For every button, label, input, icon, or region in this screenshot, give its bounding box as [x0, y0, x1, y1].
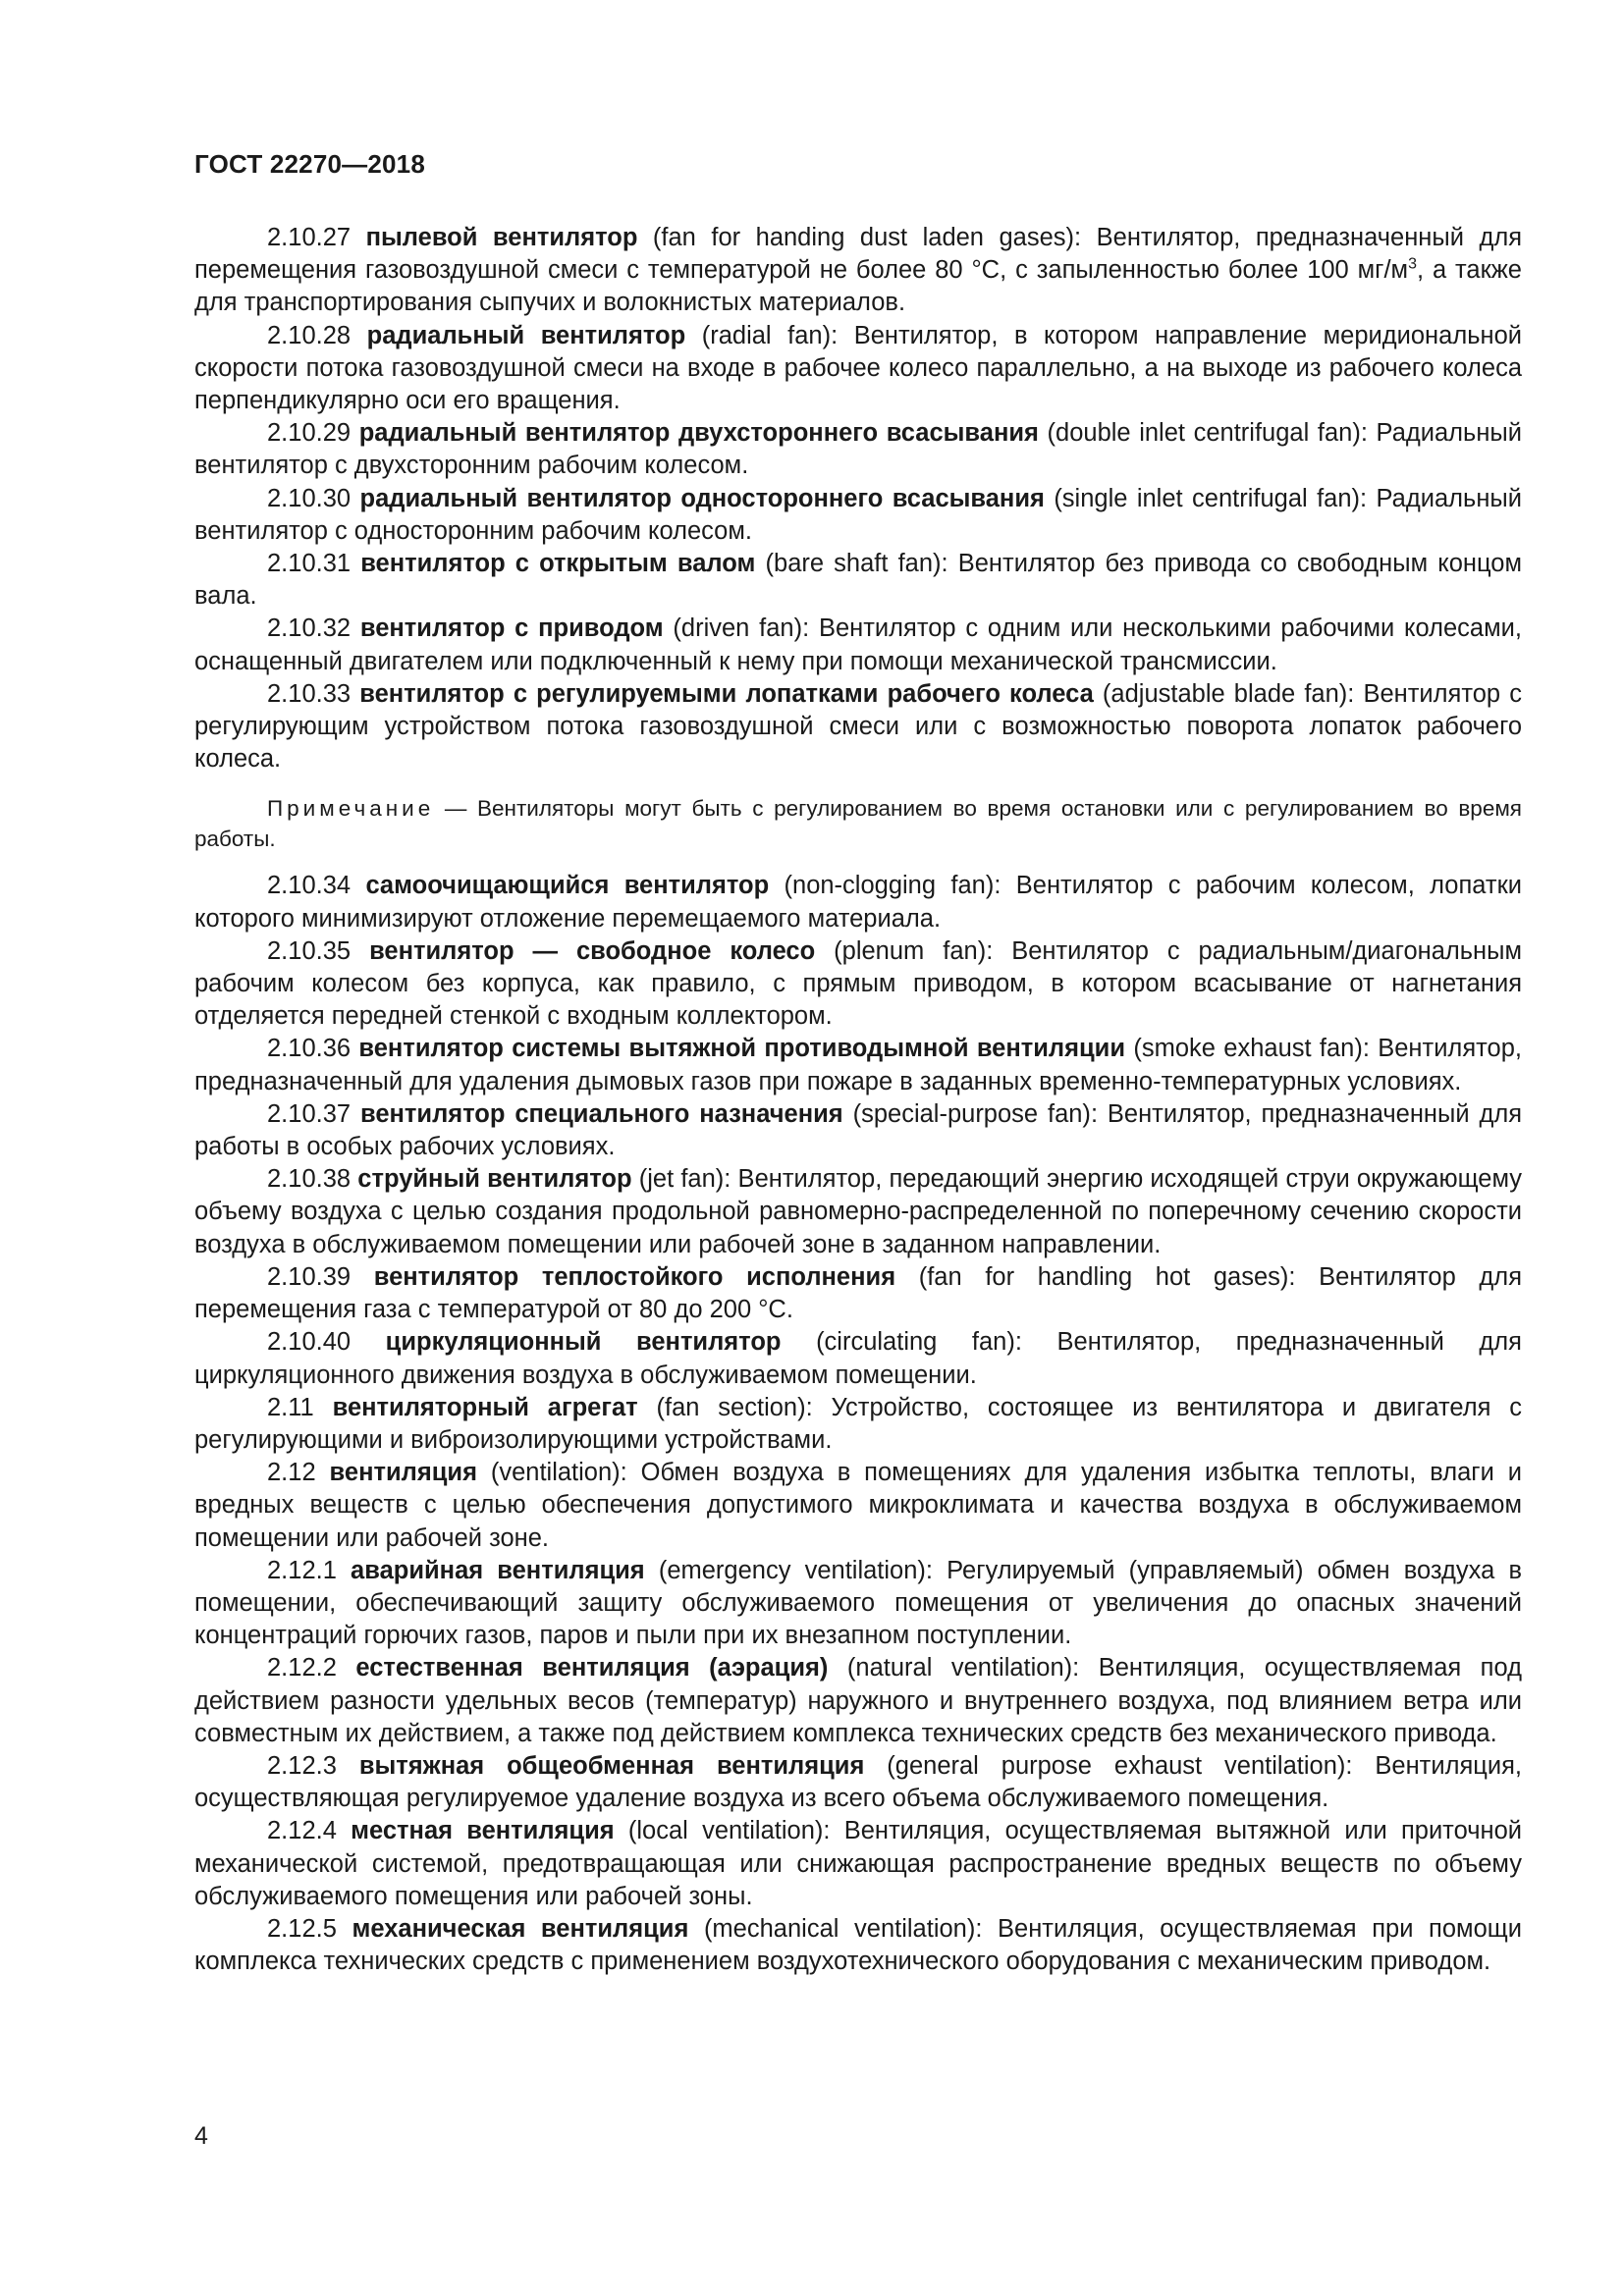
- term-name: радиальный вентилятор двухстороннего всасывания: [358, 419, 1039, 448]
- clause-number: 2.12.3: [267, 1751, 337, 1780]
- definition-paragraph: [194, 1098, 1522, 1163]
- definition-paragraph: [194, 1750, 1522, 1815]
- clause-number: 2.10.35: [267, 936, 352, 965]
- clause-number: 2.10.30: [267, 484, 352, 512]
- term-english: (non-clogging fan): [784, 872, 995, 900]
- page-number: 4: [194, 2122, 208, 2150]
- clause-number: 2.10.36: [267, 1035, 352, 1063]
- term-english: (general purpose exhaust ventilation): [887, 1751, 1346, 1780]
- term-definition: : Вентиляция, осуществляемая под действием разности удельных весов (температур) наружного и внутреннего воздуха, под влиянием ветра или совместным их действием, а также под действием комплекса технических средств без механического привода.: [194, 1654, 1522, 1747]
- term-definition: : Устройство, состоящее из вентилятора и двигателя с регулирующими и виброизолирующими устройствами.: [194, 1393, 1523, 1454]
- term-english: (natural ventilation): [846, 1654, 1073, 1682]
- term-name: радиальный вентилятор: [366, 321, 686, 349]
- definition-paragraph: [194, 935, 1522, 1034]
- definition-paragraph: [194, 678, 1522, 776]
- term-english: (mechanical ventilation): [703, 1914, 976, 1943]
- term-english: (fan for handing dust laden gases): [652, 224, 1075, 251]
- term-name: вентилятор специального назначения: [359, 1099, 843, 1128]
- term-definition: : Вентилятор, в котором направление меридиональной скорости потока газовоздушной смеси на входе в рабочее колесо параллельно, а на выходе из рабочего колеса перпендикулярно оси его вращения.: [194, 321, 1522, 415]
- term-definition: : Обмен воздуха в помещениях для удаления избытка теплоты, влаги и вредных веществ с целью обеспечения допустимого микроклимата и качества воздуха в обслуживаемом помещении или рабочей зоне.: [194, 1459, 1522, 1552]
- term-english: (jet fan): [638, 1165, 725, 1194]
- clause-number: 2.10.33: [267, 679, 352, 708]
- clause-number: 2.12: [267, 1459, 316, 1487]
- term-name: вентилятор с открытым валом: [360, 550, 756, 578]
- term-english: (fan section): [656, 1393, 806, 1421]
- term-english: (plenum fan): [834, 936, 987, 965]
- term-name: радиальный вентилятор одностороннего всасывания: [359, 484, 1045, 512]
- term-name: вентилятор с регулируемыми лопатками рабочего колеса: [359, 679, 1094, 708]
- term-english: (double inlet centrifugal fan): [1047, 419, 1361, 448]
- term-definition: : Вентилятор с регулирующим устройством потока газовоздушной смеси или с возможностью поворота лопаток рабочего колеса.: [194, 679, 1522, 774]
- term-english: (single inlet centrifugal fan): [1054, 484, 1361, 512]
- clause-number: 2.10.40: [267, 1328, 352, 1357]
- note-text: — Вентиляторы могут быть с регулированием во время остановки или с регулированием во время работы.: [194, 796, 1522, 852]
- term-definition: : Вентилятор без привода со свободным концом вала.: [194, 550, 1522, 611]
- term-definition: : Вентилятор, предназначенный для удаления дымовых газов при пожаре в заданных временно-температурных условиях.: [194, 1035, 1522, 1095]
- clause-number: 2.10.27: [267, 224, 352, 251]
- term-english: (ventilation): [490, 1459, 621, 1487]
- term-english: (bare shaft fan): [765, 550, 942, 578]
- document-code-header: ГОСТ 22270—2018: [194, 149, 425, 179]
- term-name: циркуляционный вентилятор: [385, 1328, 782, 1357]
- clause-number: 2.10.31: [267, 550, 352, 578]
- clause-number: 2.10.29: [267, 419, 352, 448]
- term-definition: : Вентиляция, осуществляемая при помощи комплекса технических средств с применением воздухотехнического оборудования с механическим приводом.: [194, 1914, 1522, 1976]
- definition-paragraph: [194, 320, 1522, 418]
- definition-paragraph: [194, 1815, 1522, 1913]
- term-name: вытяжная общеобменная вентиляция: [358, 1751, 865, 1780]
- definition-paragraph: [194, 483, 1522, 548]
- term-definition: : Вентиляция, осуществляемая вытяжной или приточной механической системой, предотвращающая или снижающая распространение вредных веществ по объему обслуживаемого помещения или рабочей зоны.: [194, 1817, 1522, 1910]
- definition-paragraph: [194, 613, 1522, 677]
- term-definition-tail: , а также для транспортирования сыпучих и волокнистых материалов.: [194, 256, 1522, 317]
- clause-number: 2.10.37: [267, 1099, 352, 1128]
- term-definition: : Вентилятор, предназначенный для циркуляционного движения воздуха в обслуживаемом помещении.: [194, 1328, 1522, 1389]
- term-definition: : Вентилятор, передающий энергию исходящей струи окружающему объему воздуха с целью создания продольной равномерно-распределенной по поперечному сечению скорости воздуха в обслуживаемом помещении или рабочей зоне в заданном направлении.: [194, 1165, 1523, 1258]
- term-english: (emergency ventilation): [658, 1556, 926, 1584]
- term-name: вентилятор с приводом: [359, 614, 664, 643]
- term-definition: : Радиальный вентилятор с односторонним рабочим колесом.: [194, 484, 1522, 545]
- term-name: механическая вентиляция: [352, 1914, 689, 1943]
- term-name: пылевой вентилятор: [365, 224, 638, 251]
- term-english: (driven fan): [673, 614, 803, 643]
- superscript: 3: [1408, 255, 1417, 273]
- term-english: (fan for handling hot gases): [918, 1262, 1289, 1291]
- term-english: (smoke exhaust fan): [1133, 1035, 1363, 1063]
- term-name: местная вентиляция: [351, 1817, 615, 1845]
- definition-paragraph: [194, 1033, 1522, 1097]
- term-english: (radial fan): [701, 321, 832, 349]
- clause-number: 2.10.39: [267, 1262, 352, 1291]
- clause-number: 2.12.5: [267, 1914, 337, 1943]
- definition-paragraph: [194, 1555, 1522, 1653]
- term-english: (special-purpose fan): [852, 1099, 1091, 1128]
- definition-paragraph: [194, 1457, 1522, 1555]
- term-definition: : Вентилятор с рабочим колесом, лопатки которого минимизируют отложение перемещаемого материала.: [194, 872, 1522, 933]
- definition-paragraph: [194, 1261, 1522, 1326]
- term-definition: : Вентилятор, предназначенный для перемещения газовоздушной смеси с температурой не более 80 °С, с запыленностью более 100 мг/м: [194, 224, 1523, 285]
- term-name: струйный вентилятор: [357, 1165, 632, 1194]
- term-name: вентилятор теплостойкого исполнения: [373, 1262, 896, 1291]
- document-body: [194, 222, 1522, 1978]
- definition-paragraph: [194, 1163, 1522, 1261]
- term-english: (local ventilation): [627, 1817, 824, 1845]
- clause-number: 2.12.4: [267, 1817, 337, 1845]
- term-english: (circulating fan): [816, 1328, 1015, 1357]
- definition-paragraph: [194, 548, 1522, 613]
- term-name: самоочищающийся вентилятор: [365, 872, 770, 900]
- term-name: вентиляция: [329, 1459, 477, 1487]
- term-name: естественная вентиляция (аэрация): [355, 1654, 829, 1682]
- definition-paragraph: [194, 1652, 1522, 1750]
- term-definition: : Вентилятор с одним или несколькими рабочими колесами, оснащенный двигателем или подключенный к нему при помощи механической трансмиссии.: [194, 614, 1522, 675]
- definition-paragraph: [194, 1913, 1522, 1978]
- clause-number: 2.12.2: [267, 1654, 337, 1682]
- clause-number: 2.10.38: [267, 1165, 352, 1194]
- term-definition: : Вентиляция, осуществляющая регулируемое удаление воздуха из всего объема обслуживаемого помещения.: [194, 1751, 1523, 1813]
- clause-number: 2.10.34: [267, 872, 352, 900]
- term-name: вентилятор системы вытяжной противодымной вентиляции: [358, 1035, 1126, 1063]
- term-name: вентилятор — свободное колесо: [369, 936, 816, 965]
- term-name: аварийная вентиляция: [351, 1556, 645, 1584]
- term-definition: : Вентилятор, предназначенный для работы в особых рабочих условиях.: [194, 1099, 1523, 1161]
- term-definition: : Вентилятор с радиальным/диагональным рабочим колесом без корпуса, как правило, с прямым приводом, в котором всасывание от нагнетания отделяется передней стенкой с входным коллектором.: [194, 936, 1522, 1031]
- term-name: вентиляторный агрегат: [332, 1393, 638, 1421]
- definition-paragraph: [194, 870, 1522, 934]
- term-definition: : Радиальный вентилятор с двухсторонним рабочим колесом.: [194, 419, 1522, 480]
- term-definition: : Регулируемый (управляемый) обмен воздуха в помещении, обеспечивающий защиту обслуживаемого помещения от увеличения до опасных значений концентраций горючих газов, паров и пыли при их внезапном поступлении.: [194, 1556, 1522, 1650]
- term-english: (adjustable blade fan): [1102, 679, 1348, 708]
- definition-paragraph: [194, 417, 1522, 482]
- term-definition: : Вентилятор для перемещения газа с температурой от 80 до 200 °С.: [194, 1262, 1522, 1324]
- clause-number: 2.10.28: [267, 321, 352, 349]
- definition-paragraph: [194, 1392, 1522, 1457]
- clause-number: 2.10.32: [267, 614, 352, 643]
- clause-number: 2.12.1: [267, 1556, 337, 1584]
- definition-paragraph: [194, 1326, 1522, 1391]
- note-label: Примечание: [267, 796, 435, 822]
- note-paragraph: [194, 793, 1522, 854]
- definition-paragraph: [194, 222, 1522, 320]
- clause-number: 2.11: [267, 1393, 314, 1421]
